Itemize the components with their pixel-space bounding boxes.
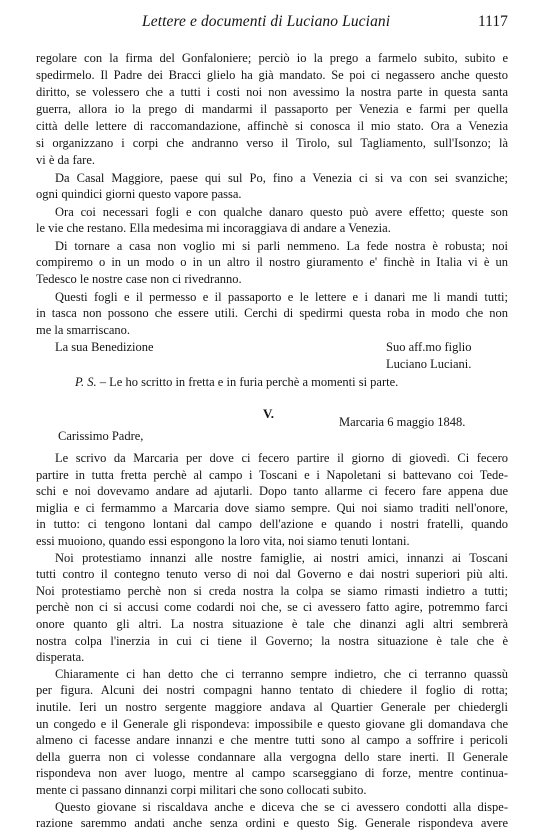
text-line: Tedesco le nostre case non ci rivedranno. [36,272,242,286]
text-line: regolare con la firma del Gonfaloniere; perciò io la prego a farmelo subito, subito e [36,51,508,65]
running-header [0,13,550,33]
text-line: perchè non ci si accusi come codardi noi che, se ci avessero fatto agire, potremmo farci [36,600,508,614]
text-line: in tutto: ci tengono lontani dal campo dell'azione e quando i nostri fratelli, quando [36,517,508,531]
running-title: Lettere e documenti di Luciano Luciani [142,13,391,30]
text-line: spedirmelo. Il Padre dei Bracci glielo ha già mandato. Se poi ci negassero anche questo [36,68,508,82]
text-line: un congedo e il Generale gli rispondeva: impossibile e questo giovane gli domandava che [36,717,508,731]
benediction: La sua Benedizione [55,340,154,354]
text-line: compiremo o in un modo o in un altro il nostro giuramento e' finchè in Italia vi è un [36,255,508,269]
text-line: Questo giovane si riscaldava anche e diceva che se ci avessero condotti alla dispe- [55,800,508,814]
text-line: miglia e ci fermammo a Marcaria dove siamo sempre. Qui noi siamo traditi nell'onore, [36,501,508,515]
salutation: Carissimo Padre, [58,429,144,443]
text-line: vi è da fare. [36,153,95,167]
text-line: onore quanto gli altri. La nostra situazione è tale che dinanzi agli altri sembrerà [36,617,508,631]
signoff-line: Suo aff.mo figlio [386,340,472,354]
text-line: disperata. [36,650,85,664]
text-line: Questi fogli e il permesso e il passaporto e le lettere e i danari me li mandi tutti; [55,290,508,304]
text-line: per figura. Alcuni dei nostri compagni hanno tentato di chiedere il foglio di rotta; [36,683,508,697]
postscript-label: P. S. [75,375,97,389]
text-line: città delle lettere di raccomandazione, affinchè si conosca il mio stato. Ora a Venezia [36,119,508,133]
text-line: si organizzano i corpi che andranno verso il Tirolo, sul Tagliamento, sull'Isonzo; là [36,136,508,150]
text-line: le vie che restano. Ella medesima mi incoraggiava di andare a Venezia. [36,221,391,235]
text-line: essi muoiono, quando essi espongono la loro vita, noi siamo tenuti lontani. [36,534,410,548]
page-number: 1117 [478,13,508,30]
text-line: nostra colpa l'inerzia in cui ci tiene il Governo; la nostra situazione è tale che è [36,634,508,648]
text-line: Da Casal Maggiore, paese qui sul Po, fino a Venezia ci si va con sei svanziche; [55,171,508,185]
text-line: inutile. Ieri un nostro sergente maggiore andava al Quartier Generale per chiedergli [36,700,508,714]
text-line: partire in tutta fretta perchè al campo i Toscani e i Napoletani si battevano coi Tede- [36,468,508,482]
text-line: in tasca non possono che essere utili. Cerchi di spedirmi questa roba in modo che non [36,306,508,320]
text-line: diritto, se volessero che a tutti i costi noi non avessimo la nostra parte in questa santa [36,85,508,99]
place-date: Marcaria 6 maggio 1848. [339,415,466,429]
text-line: Noi protestiamo innanzi alle nostre famiglie, ai nostri amici, innanzi ai Toscani [55,551,508,565]
postscript-text: – Le ho scritto in fretta e in furia perchè a momenti si parte. [99,375,399,389]
signature: Luciano Luciani. [386,357,472,371]
text-line: Noi protestiamo perchè non si creda nostra la colpa se siamo rimasti indietro a tutti; [36,584,508,598]
text-line: rispondeva non aver luogo, mentre al campo scarseggiano di forze, mentre continua- [36,766,508,780]
text-line: mente ci passano dinnanzi corpi militari che sono collocati subito. [36,783,367,797]
text-line: Ora coi necessari fogli e con qualche danaro questo può avere effetto; queste son [55,205,508,219]
text-line: almeno ci facesse andare innanzi e che mentre tutti sono al campo a soffrire i pericoli [36,733,508,747]
text-line: ogni quindici giorni questo vapore passa. [36,187,242,201]
text-line: razione saremmo andati anche senza ordini e questo Sig. Generale rispondeva avere [36,816,508,830]
letter-number: V. [263,406,274,421]
postscript [75,375,398,390]
text-line: schi e noi dovevamo andare ad ajutarli. Dopo tanto allarme ci fecero fare appena due [36,484,508,498]
text-line: Le scrivo da Marcaria per dove ci fecero partire il giorno di giovedì. Ci fecero [55,451,508,465]
text-line: Chiaramente ci han detto che ci terranno sempre indietro, che ci terranno quassù [55,667,508,681]
text-line: me la smarriscano. [36,323,131,337]
text-line: guerra, allora io la prego di mandarmi il passaporto per Venezia e farmi per quella [36,102,508,116]
text-line: tutti contro il contegno tenuto verso di noi dal Governo e dai nostri superiori più alti. [36,567,508,581]
text-line: della guerra non ci volesse condannare alla vergogna dello stare inerti. Il Generale [36,750,508,764]
text-line: Di tornare a casa non voglio mi si parli nemmeno. La fede nostra è robusta; noi [55,239,508,253]
